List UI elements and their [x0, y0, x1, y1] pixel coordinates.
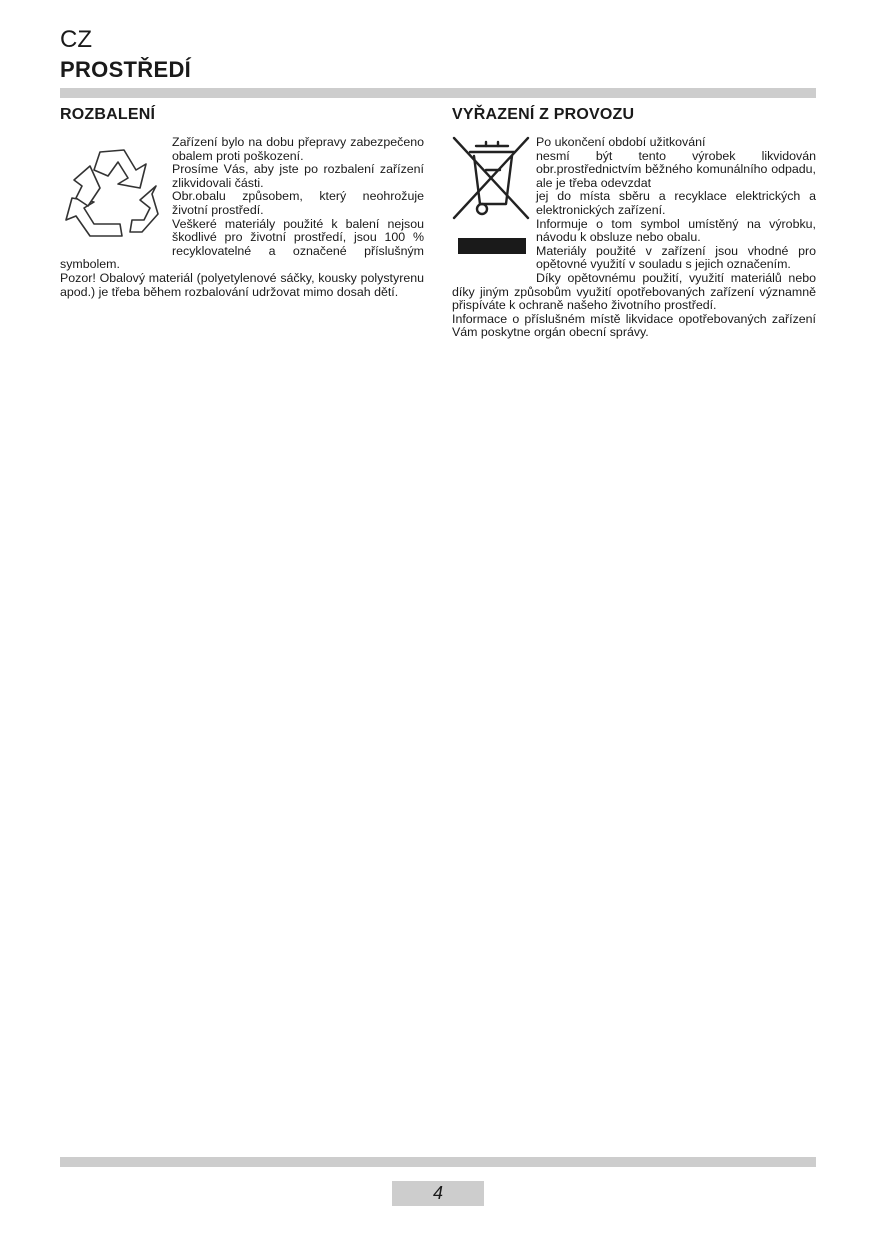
paragraph: Informace o příslušném místě likvidace opotřebovaných zařízení Vám poskytne orgán obecní správy. — [452, 311, 816, 340]
paragraph: Materiály použité v zařízení jsou vhodné pro opětovné využití v souladu s jejich označením. — [536, 243, 816, 272]
section-text-unpacking — [60, 136, 424, 299]
recycle-icon — [60, 136, 168, 246]
footer-divider — [60, 1157, 816, 1167]
paragraph: Prosíme Vás, aby jste po rozbalení zařízení zlikvidovali části. — [172, 162, 424, 190]
language-code: CZ — [60, 26, 92, 53]
paragraph: Zařízení bylo na dobu přepravy zabezpečeno obalem proti poškození. — [172, 135, 424, 163]
paragraph: Veškeré materiály použité k balení nejsou škodlivé pro životní prostředí, jsou 100 % recyklovatelné a označené příslušným symbolem. — [60, 216, 424, 272]
paragraph: nesmí být tento výrobek likvidován obr.prostřednictvím běžného komunálního odpadu, ale je třeba odevzdat — [536, 148, 816, 190]
header-divider — [60, 88, 816, 98]
paragraph: jej do místa sběru a recyklace elektrických a elektronických zařízení. — [536, 189, 816, 217]
page-title: PROSTŘEDÍ — [60, 57, 192, 82]
crossed-out-wheelie-bin-icon — [452, 134, 532, 274]
section-heading-disposal: VYŘAZENÍ Z PROVOZU — [452, 106, 635, 123]
paragraph: Po ukončení období užitkování — [536, 135, 706, 149]
section-unpacking — [60, 104, 424, 299]
page-number: 4 — [392, 1181, 484, 1206]
section-disposal — [452, 104, 816, 340]
paragraph: Pozor! Obalový materiál (polyetylenové sáčky, kousky polystyrenu apod.) je třeba během rozbalování udržovat mimo dosah dětí. — [60, 270, 424, 299]
section-heading-unpacking: ROZBALENÍ — [60, 106, 156, 123]
paragraph: Informuje o tom symbol umístěný na výrobku, návodu k obsluze nebo obalu. — [536, 216, 816, 245]
section-text-disposal — [452, 136, 816, 340]
paragraph: Obr.obalu způsobem, který neohrožuje životní prostředí. — [172, 189, 424, 217]
paragraph: Díky opětovnému použití, využití materiálů nebo díky jiným způsobům využití opotřebovaných zařízení významně přispíváte k ochraně našeho životního prostředí. — [452, 270, 816, 313]
